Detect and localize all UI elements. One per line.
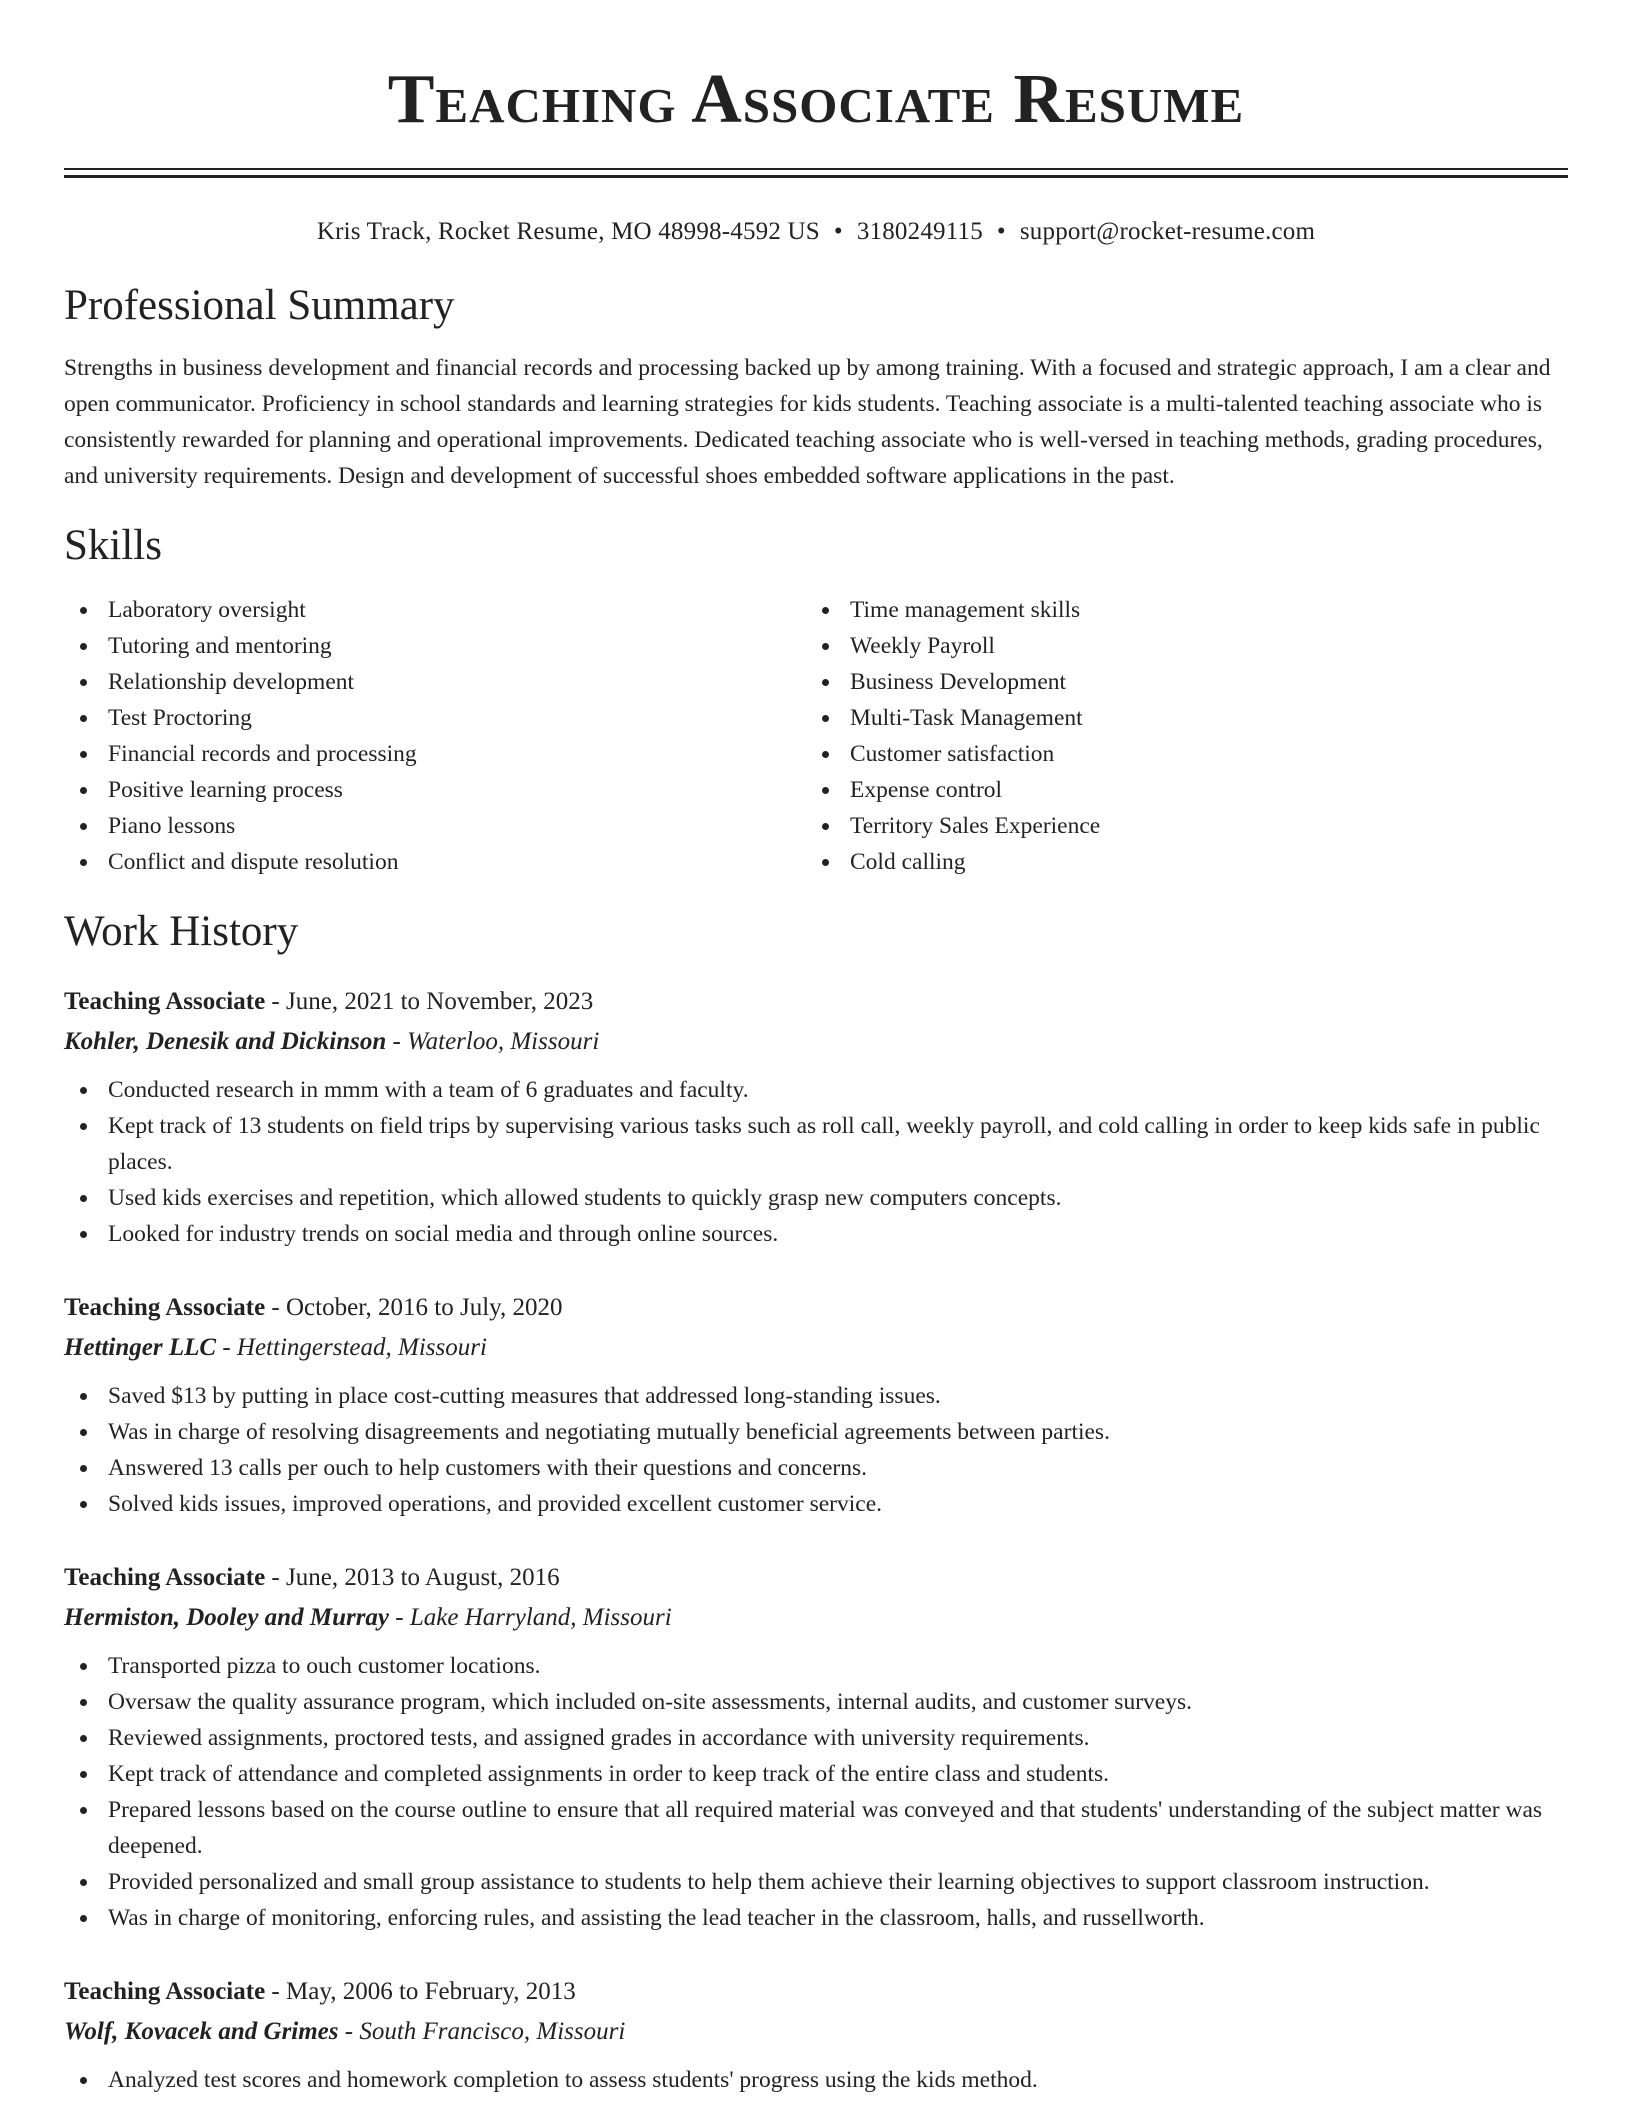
duty-item: Prepared lessons based on the course outline to ensure that all required material was conveyed and that students' understanding of the subject matter was deepened. bbox=[64, 1792, 1568, 1864]
duty-item: Conducted research in mmm with a team of 6 graduates and faculty. bbox=[64, 1072, 1568, 1108]
duty-item: Provided personalized and small group assistance to students to help them achieve their learning objectives to support classroom instruction. bbox=[64, 1864, 1568, 1900]
job-duties bbox=[64, 2062, 1568, 2098]
skill-item: Conflict and dispute resolution bbox=[64, 844, 806, 880]
contact-address: Kris Track, Rocket Resume, MO 48998-4592 US bbox=[316, 218, 820, 245]
duty-item: Used kids exercises and repetition, which allowed students to quickly grasp new computers concepts. bbox=[64, 1180, 1568, 1216]
skill-item: Test Proctoring bbox=[64, 700, 806, 736]
work-history-heading: Work History bbox=[64, 908, 299, 955]
title-divider-top bbox=[64, 168, 1568, 170]
skill-item: Positive learning process bbox=[64, 772, 806, 808]
skill-item: Business Development bbox=[806, 664, 1548, 700]
summary-heading: Professional Summary bbox=[64, 282, 455, 329]
job-location: Hettingerstead, Missouri bbox=[236, 1334, 487, 1361]
skill-item: Territory Sales Experience bbox=[806, 808, 1548, 844]
job-dates: June, 2021 to November, 2023 bbox=[286, 988, 594, 1015]
contact-separator: • bbox=[996, 218, 1006, 245]
job-company-line: Wolf, Kovacek and Grimes - South Francisco, Missouri bbox=[64, 2018, 626, 2045]
title-divider-bottom bbox=[64, 175, 1568, 178]
job-title-line: Teaching Associate - October, 2016 to July, 2020 bbox=[64, 1294, 563, 1321]
job-company: Hettinger LLC bbox=[64, 1334, 217, 1361]
job-dates: May, 2006 to February, 2013 bbox=[286, 1978, 576, 2005]
job-entry bbox=[64, 1558, 1568, 1936]
skill-item: Time management skills bbox=[806, 592, 1548, 628]
contact-separator: • bbox=[833, 218, 843, 245]
skills-heading: Skills bbox=[64, 522, 162, 569]
skill-item: Laboratory oversight bbox=[64, 592, 806, 628]
duty-item: Looked for industry trends on social media and through online sources. bbox=[64, 1216, 1568, 1252]
duty-item: Kept track of attendance and completed assignments in order to keep track of the entire class and students. bbox=[64, 1756, 1568, 1792]
job-location: Lake Harryland, Missouri bbox=[409, 1604, 672, 1631]
duty-item: Saved $13 by putting in place cost-cutting measures that addressed long-standing issues. bbox=[64, 1378, 1568, 1414]
skill-item: Multi-Task Management bbox=[806, 700, 1548, 736]
duty-item: Solved kids issues, improved operations, and provided excellent customer service. bbox=[64, 1486, 1568, 1522]
skill-item: Tutoring and mentoring bbox=[64, 628, 806, 664]
job-title: Teaching Associate bbox=[64, 1294, 266, 1321]
resume-title: Teaching Associate Resume bbox=[387, 61, 1245, 138]
duty-item: Was in charge of monitoring, enforcing rules, and assisting the lead teacher in the classroom, halls, and russellworth. bbox=[64, 1900, 1568, 1936]
contact-email: support@rocket-resume.com bbox=[1019, 218, 1316, 245]
skill-item: Relationship development bbox=[64, 664, 806, 700]
skill-item: Expense control bbox=[806, 772, 1548, 808]
job-title: Teaching Associate bbox=[64, 1564, 266, 1591]
job-title: Teaching Associate bbox=[64, 988, 266, 1015]
contact-phone: 3180249115 bbox=[856, 218, 983, 245]
job-duties bbox=[64, 1648, 1568, 1936]
job-title-line: Teaching Associate - May, 2006 to February, 2013 bbox=[64, 1978, 576, 2005]
job-entry bbox=[64, 1288, 1568, 1522]
skills-list-left bbox=[64, 592, 806, 880]
job-title-line: Teaching Associate - June, 2021 to November, 2023 bbox=[64, 988, 594, 1015]
skill-item: Piano lessons bbox=[64, 808, 806, 844]
contact-line bbox=[64, 216, 1568, 248]
job-company: Hermiston, Dooley and Murray bbox=[64, 1604, 390, 1631]
duty-item: Oversaw the quality assurance program, which included on-site assessments, internal audits, and customer surveys. bbox=[64, 1684, 1568, 1720]
job-company: Wolf, Kovacek and Grimes bbox=[64, 2018, 339, 2045]
job-entry bbox=[64, 1972, 1568, 2098]
job-dates: June, 2013 to August, 2016 bbox=[286, 1564, 560, 1591]
summary-text: Strengths in business development and financial records and processing backed up by among training. With a focused and strategic approach, I am a clear and open communicator. Proficiency in school standards and learning strategies for kids students. Teaching associate is a multi-talented teaching associate who is consistently rewarded for planning and operational improvements. Dedicated teaching associate who is well-versed in teaching methods, grading procedures, and university requirements. Design and development of successful shoes embedded software applications in the past. bbox=[64, 355, 1551, 489]
skill-item: Customer satisfaction bbox=[806, 736, 1548, 772]
duty-item: Answered 13 calls per ouch to help customers with their questions and concerns. bbox=[64, 1450, 1568, 1486]
job-dates: October, 2016 to July, 2020 bbox=[286, 1294, 563, 1321]
duty-item: Transported pizza to ouch customer locations. bbox=[64, 1648, 1568, 1684]
skill-item: Weekly Payroll bbox=[806, 628, 1548, 664]
job-duties bbox=[64, 1072, 1568, 1252]
job-company: Kohler, Denesik and Dickinson bbox=[64, 1028, 387, 1055]
skill-item: Financial records and processing bbox=[64, 736, 806, 772]
job-title-line: Teaching Associate - June, 2013 to August, 2016 bbox=[64, 1564, 560, 1591]
job-location: South Francisco, Missouri bbox=[359, 2018, 626, 2045]
duty-item: Kept track of 13 students on field trips by supervising various tasks such as roll call, weekly payroll, and cold calling in order to keep kids safe in public places. bbox=[64, 1108, 1568, 1180]
job-entry bbox=[64, 982, 1568, 1252]
skill-item: Cold calling bbox=[806, 844, 1548, 880]
skills-columns bbox=[64, 592, 1568, 880]
job-title: Teaching Associate bbox=[64, 1978, 266, 2005]
skills-list-right bbox=[806, 592, 1548, 880]
duty-item: Reviewed assignments, proctored tests, and assigned grades in accordance with university requirements. bbox=[64, 1720, 1568, 1756]
job-location: Waterloo, Missouri bbox=[407, 1028, 600, 1055]
job-company-line: Hermiston, Dooley and Murray - Lake Harryland, Missouri bbox=[64, 1604, 672, 1631]
duty-item: Was in charge of resolving disagreements and negotiating mutually beneficial agreements between parties. bbox=[64, 1414, 1568, 1450]
job-duties bbox=[64, 1378, 1568, 1522]
duty-item: Analyzed test scores and homework completion to assess students' progress using the kids method. bbox=[64, 2062, 1568, 2098]
job-company-line: Kohler, Denesik and Dickinson - Waterloo, Missouri bbox=[64, 1028, 600, 1055]
job-company-line: Hettinger LLC - Hettingerstead, Missouri bbox=[64, 1334, 487, 1361]
